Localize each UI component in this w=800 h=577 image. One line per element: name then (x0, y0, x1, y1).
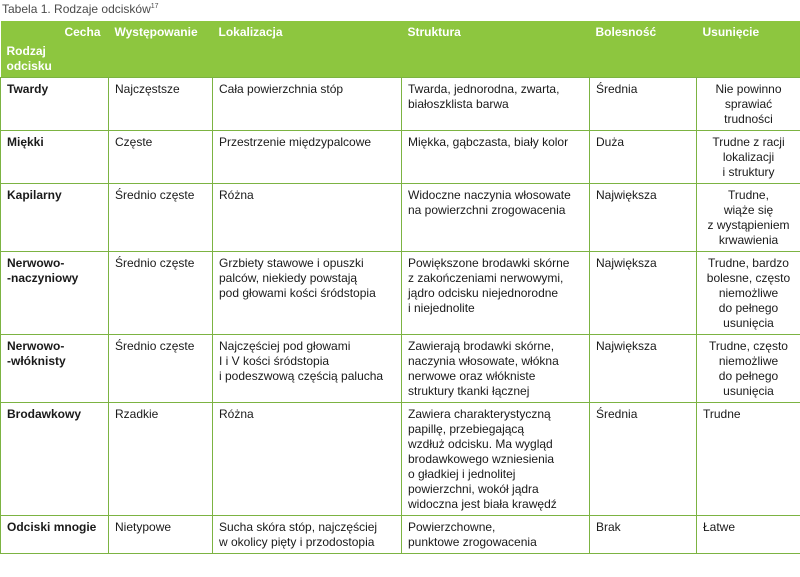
table-caption (2, 2, 159, 16)
header-usuniecie: Usunięcie (697, 21, 800, 78)
cell-pain: Średnia (590, 403, 697, 516)
cell-structure: Miękka, gąbczasta, biały kolor (402, 131, 590, 184)
cell-removal: Nie powinno sprawiać trudności (697, 78, 800, 131)
cell-structure: Powierzchowne, punktowe zrogowacenia (402, 516, 590, 554)
cell-pain: Średnia (590, 78, 697, 131)
table-row (1, 131, 800, 184)
cell-location: Cała powierzchnia stóp (213, 78, 402, 131)
cell-structure: Powiększone brodawki skórne z zakończeniami nerwowymi, jądro odcisku niejednorodne i niejednolite (402, 252, 590, 335)
cell-type: Odciski mnogie (1, 516, 109, 554)
cell-pain: Brak (590, 516, 697, 554)
cell-pain: Duża (590, 131, 697, 184)
cell-occurrence: Średnio częste (109, 252, 213, 335)
table-row (1, 252, 800, 335)
cell-occurrence: Nietypowe (109, 516, 213, 554)
cell-removal: Trudne z racji lokalizacji i struktury (697, 131, 800, 184)
cell-pain: Największa (590, 252, 697, 335)
cell-occurrence: Rzadkie (109, 403, 213, 516)
cell-removal: Trudne (697, 403, 800, 516)
table-row (1, 78, 800, 131)
cell-type: Nerwowo- -naczyniowy (1, 252, 109, 335)
header-struktura: Struktura (402, 21, 590, 78)
cell-pain: Największa (590, 335, 697, 403)
corn-types-table (0, 21, 800, 554)
cell-location: Różna (213, 184, 402, 252)
cell-occurrence: Najczęstsze (109, 78, 213, 131)
cell-location: Grzbiety stawowe i opuszki palców, niekiedy powstają pod głowami kości śródstopia (213, 252, 402, 335)
header-corner-cell (1, 21, 109, 78)
cell-type: Nerwowo- -włóknisty (1, 335, 109, 403)
cell-occurrence: Średnio częste (109, 184, 213, 252)
table-row (1, 403, 800, 516)
cell-removal: Trudne, często niemożliwe do pełnego usunięcia (697, 335, 800, 403)
table-row (1, 516, 800, 554)
table-header-row (1, 21, 800, 78)
caption-footnote-ref: 17 (150, 3, 159, 10)
cell-location: Przestrzenie międzypalcowe (213, 131, 402, 184)
cell-type: Twardy (1, 78, 109, 131)
header-rodzaj: Rodzaj odcisku (6, 44, 52, 73)
cell-location: Sucha skóra stóp, najczęściej w okolicy pięty i przodostopia (213, 516, 402, 554)
table-row (1, 335, 800, 403)
caption-text: Tabela 1. Rodzaje odcisków (2, 2, 151, 16)
cell-type: Miękki (1, 131, 109, 184)
cell-location: Najczęściej pod głowami I i V kości śródstopia i podeszwową częścią palucha (213, 335, 402, 403)
header-lokalizacja: Lokalizacja (213, 21, 402, 78)
cell-type: Brodawkowy (1, 403, 109, 516)
cell-structure: Zawierają brodawki skórne, naczynia włosowate, włókna nerwowe oraz włókniste struktury tkanki łącznej (402, 335, 590, 403)
header-bolesnosc: Bolesność (590, 21, 697, 78)
cell-occurrence: Częste (109, 131, 213, 184)
cell-removal: Trudne, bardzo bolesne, często niemożliwe do pełnego usunięcia (697, 252, 800, 335)
cell-structure: Twarda, jednorodna, zwarta, białoszklista barwa (402, 78, 590, 131)
table-row (1, 184, 800, 252)
cell-removal: Łatwe (697, 516, 800, 554)
cell-type: Kapilarny (1, 184, 109, 252)
cell-structure: Zawiera charakterystyczną papillę, przebiegającą wzdłuż odcisku. Ma wygląd brodawkowego wzniesienia o gładkiej i jednolitej powierzchni, wokół jądra widoczna jest biała krawędź (402, 403, 590, 516)
header-wystepowanie: Występowanie (109, 21, 213, 78)
cell-pain: Największa (590, 184, 697, 252)
cell-structure: Widoczne naczynia włosowate na powierzchni zrogowacenia (402, 184, 590, 252)
cell-location: Różna (213, 403, 402, 516)
cell-occurrence: Średnio częste (109, 335, 213, 403)
header-cecha: Cecha (64, 25, 101, 39)
cell-removal: Trudne, wiąże się z wystąpieniem krwawienia (697, 184, 800, 252)
